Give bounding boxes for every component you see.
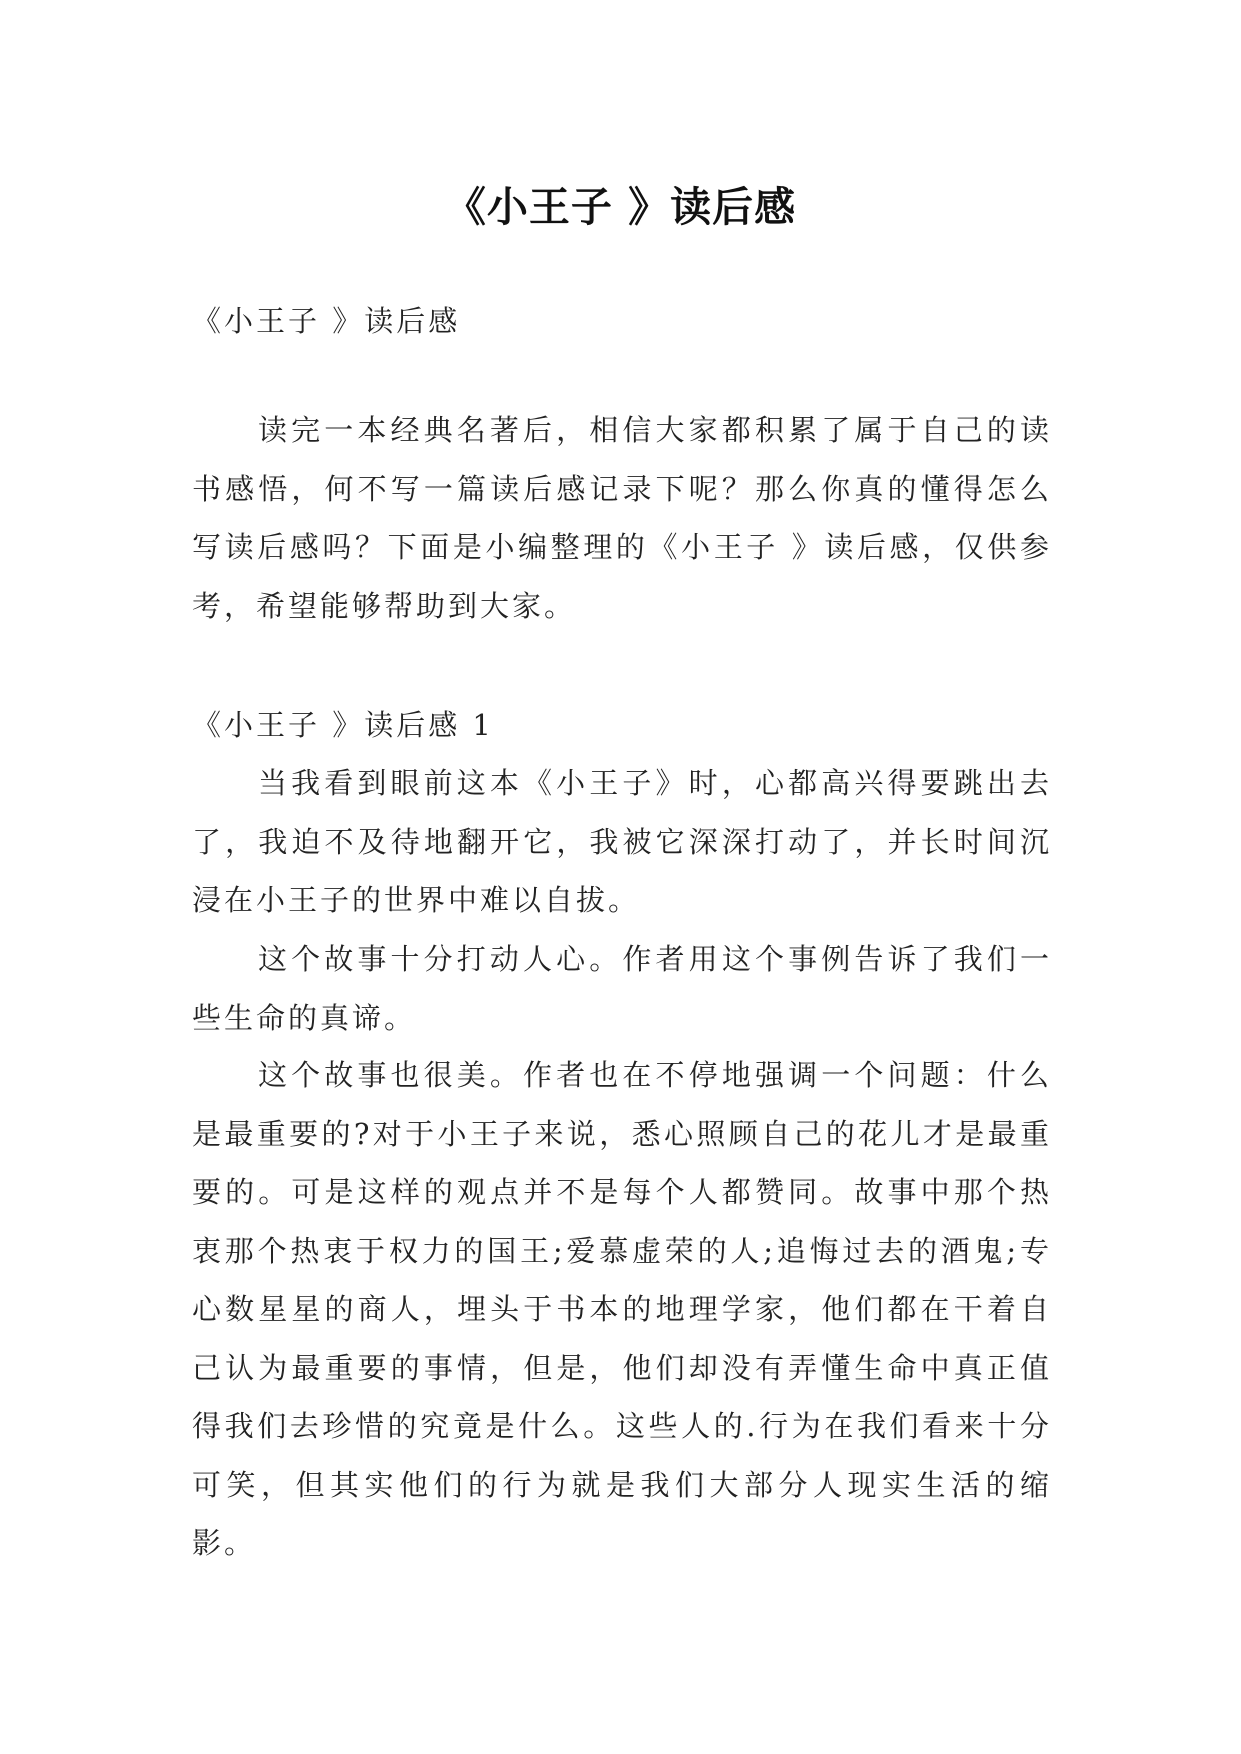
section-heading: 《小王子 》读后感 1 (192, 708, 494, 742)
body-paragraph-2: 这个故事十分打动人心。作者用这个事例告诉了我们一些生命的真谛。 (192, 942, 1052, 1035)
document-subtitle: 《小王子 》读后感 (192, 304, 461, 338)
intro-paragraph: 读完一本经典名著后，相信大家都积累了属于自己的读书感悟，何不写一篇读后感记录下呢？那么你真的懂得怎么写读后感吗？下面是小编整理的《小王子 》读后感，仅供参考，希望能够帮助到大家。 (192, 413, 1052, 623)
body-paragraph-3: 这个故事也很美。作者也在不停地强调一个问题：什么是最重要的?对于小王子来说，悉心照顾自己的花儿才是最重要的。可是这样的观点并不是每个人都赞同。故事中那个热衷那个热衷于权力的国王;爱慕虚荣的人;追悔过去的酒鬼;专心数星星的商人，埋头于书本的地理学家，他们都在干着自己认为最重要的事情，但是，他们却没有弄懂生命中真正值得我们去珍惜的究竟是什么。这些人的.行为在我们看来十分可笑，但其实他们的行为就是我们大部分人现实生活的缩影。 (192, 1058, 1052, 1560)
body-paragraph-1: 当我看到眼前这本《小王子》时，心都高兴得要跳出去了，我迫不及待地翻开它，我被它深深打动了，并长时间沉浸在小王子的世界中难以自拔。 (192, 766, 1052, 917)
document-title: 《小王子 》读后感 (444, 183, 797, 232)
